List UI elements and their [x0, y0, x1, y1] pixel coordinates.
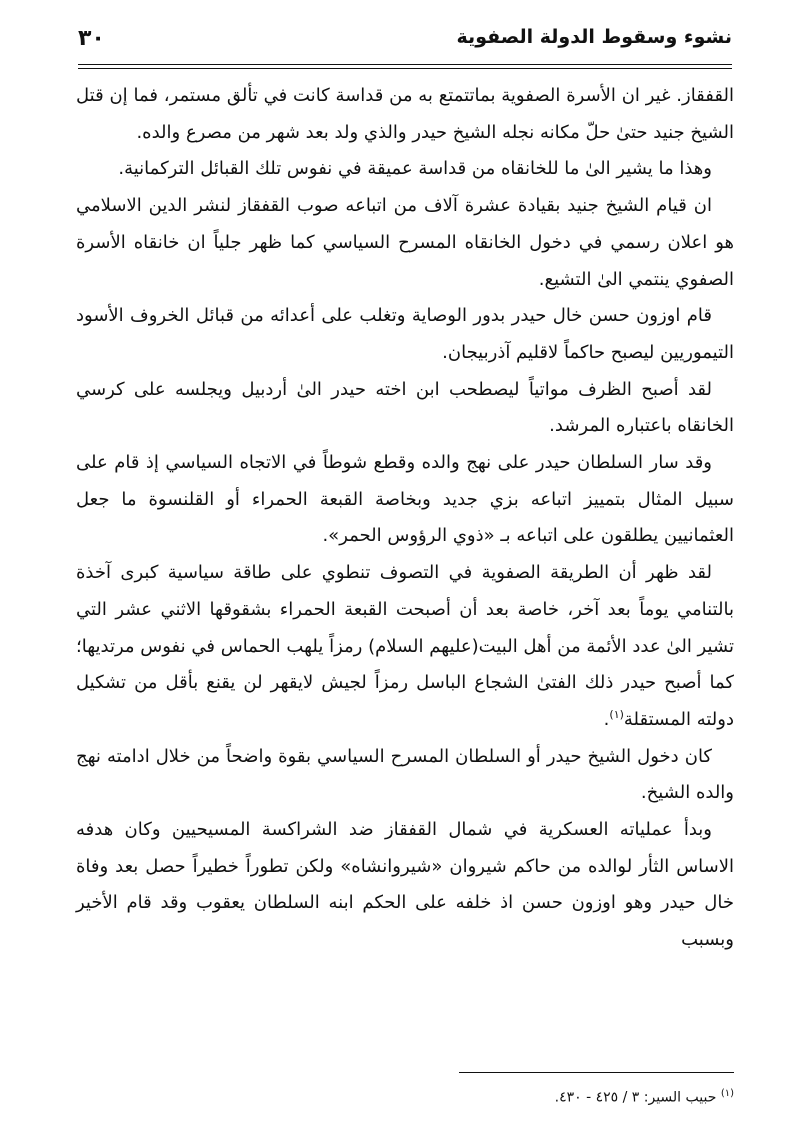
header-rule-inner: [78, 68, 732, 69]
paragraph-7: لقد ظهر أن الطريقة الصفوية في التصوف تنطوي على طاقة سياسية كبرى آخذة بالتنامي يوماً بعد آخر، خاصة بعد أن أصبحت القبعة الحمراء بشقوقها الاثني عشر التي تشير الىٰ عدد الأئمة من أهل البيت(عليهم السلام) رمزاً يلهب الحماس في نفوس مرتديها؛ كما أصبح حيدر ذلك الفتىٰ الشجاع الباسل رمزاً لجيش لايقهر لن يقنع بأقل من تشكيل دولته المستقلة$^{(١)}$.: [76, 562, 734, 730]
page-header: [78, 22, 732, 60]
header-rule: [78, 64, 732, 65]
footnote-reference[interactable]: (١): [609, 707, 624, 721]
running-title: نشوء وسقوط الدولة الصفوية: [456, 26, 732, 48]
footnote: [555, 1088, 734, 1106]
paragraph-6: وقد سار السلطان حيدر على نهج والده وقطع شوطاً في الاتجاه السياسي إذ قام على سبيل المثال بتمييز اتباعه بزي جديد وبخاصة القبعة الحمراء أو القلنسوة ما جعل العثمانيين يطلقون على اتباعه بـ «ذوي الرؤوس الحمر».: [76, 452, 734, 547]
paragraph-4: قام اوزون حسن خال حيدر بدور الوصاية وتغلب على أعدائه من قبائل الخروف الأسود التيموريين ليصبح حاكماً لاقليم آذربيجان.: [76, 305, 734, 363]
footnote-separator: [459, 1072, 734, 1073]
page-number: ٣٠: [78, 26, 105, 51]
footnote-mark: (١): [720, 1088, 734, 1099]
footnote-text: حبيب السير: ٣ / ٤٢٥ - ٤٣٠.: [554, 1089, 717, 1106]
paragraph-5: لقد أصبح الظرف مواتياً ليصطحب ابن اخته حيدر الىٰ أردبيل ويجلسه على كرسي الخانقاه باعتباره المرشد.: [76, 378, 734, 437]
paragraph-9: وبدأ عملياته العسكرية في شمال القفقاز ضد الشراكسة المسيحيين وكان هدفه الاساس الثأر لوالده من حاكم شيروان «شيروانشاه» ولكن تطوراً خطيراً حصل بعد وفاة خال حيدر وهو اوزون حسن اذ خلفه على الحكم ابنه السلطان يعقوب وقد قام الأخير وبسبب: [76, 819, 734, 951]
body-text: [76, 78, 734, 959]
paragraph-2: وهذا ما يشير الىٰ ما للخانقاه من قداسة عميقة في نفوس تلك القبائل التركمانية.: [118, 158, 712, 180]
paragraph-1: القفقاز. غير ان الأسرة الصفوية بماتتمتع به من قداسة كانت في تألق مستمر، فما إن قتل الشيخ جنيد حتىٰ حلّ مكانه نجله الشيخ حيدر والذي ولد بعد شهر من مصرع والده.: [76, 85, 734, 143]
paragraph-3: ان قيام الشيخ جنيد بقيادة عشرة آلاف من اتباعه صوب القفقاز لنشر الدين الاسلامي هو اعلان رسمي في دخول الخانقاه المسرح السياسي كما ظهر جلياً ان خانقاه الأسرة الصفوي ينتمي الىٰ التشيع.: [76, 195, 734, 290]
paragraph-8: كان دخول الشيخ حيدر أو السلطان المسرح السياسي بقوة واضحاً من خلال ادامته نهج والده الشيخ.: [76, 745, 734, 804]
